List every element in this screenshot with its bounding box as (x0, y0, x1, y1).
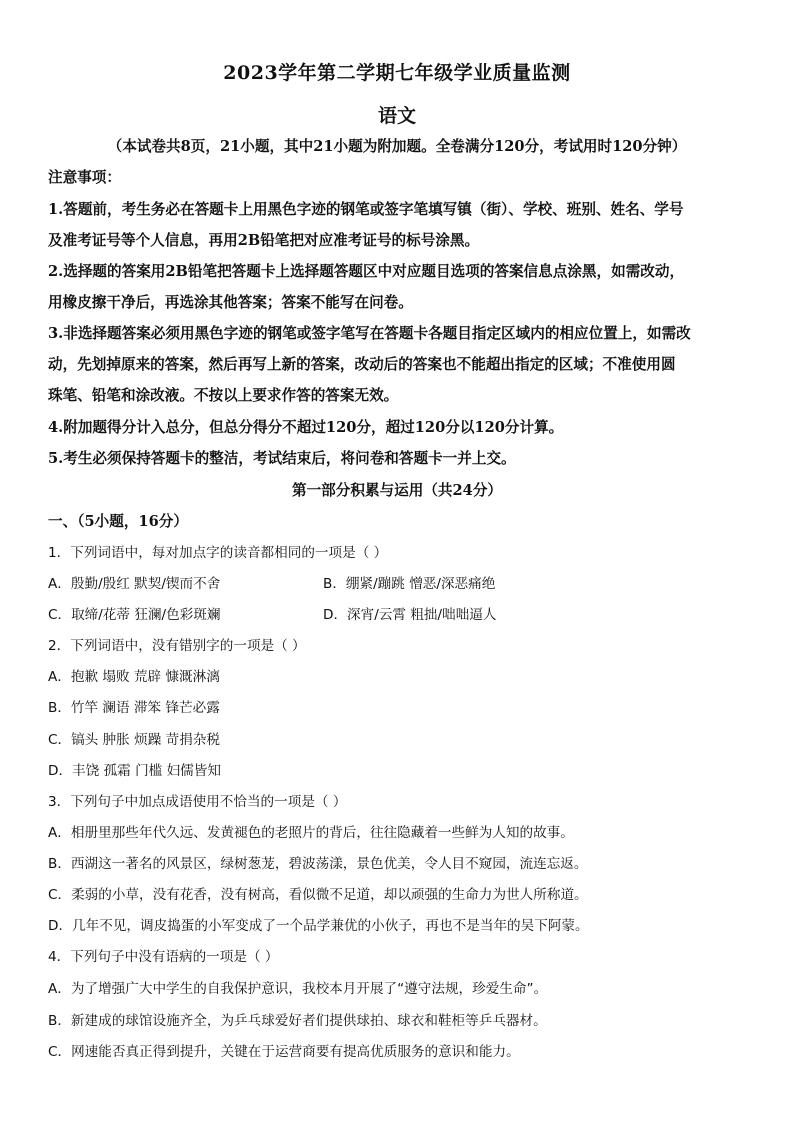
question-2-option-a: A．抱歉 塌败 荒辟 慷溉淋漓 (48, 669, 220, 685)
question-3-option-a: A．相册里那些年代久远、发黄褪色的老照片的背后，往往隐藏着一些鲜为人知的故事。 (48, 825, 574, 841)
question-1-option-c: C．取缔/花蒂 狂澜/色彩斑斓 (48, 607, 221, 623)
note-line: 1.答题前，考生务必在答题卡上用黑色字迹的钢笔或签字笔填写镇（街）、学校、班别、姓名、学号 (48, 201, 684, 218)
note-line: 及准考证号等个人信息，再用2B铅笔把对应准考证号的标号涂黑。 (48, 232, 480, 249)
question-3-option-c: C．柔弱的小草，没有花香，没有树高，看似微不足道，却以顽强的生命力为世人所称道。 (48, 887, 588, 903)
note-line: 3.非选择题答案必须用黑色字迹的钢笔或签字笔写在答题卡各题目指定区域内的相应位置上，如需改 (48, 325, 691, 342)
question-1-option-a: A．殷勤/殷红 默契/锲而不舍 (48, 576, 221, 592)
question-2-option-b: B．竹竿 澜语 滞笨 锋芒必露 (48, 700, 220, 716)
question-4-stem: 4．下列句子中没有语病的一项是（ ） (48, 949, 279, 965)
note-line: 用橡皮擦干净后，再选涂其他答案；答案不能写在问卷。 (48, 294, 413, 311)
question-4-option-a: A．为了增强广大中学生的自我保护意识，我校本月开展了“遵守法规，珍爱生命”。 (48, 981, 548, 997)
note-line: 珠笔、铅笔和涂改液。不按以上要求作答的答案无效。 (48, 387, 399, 404)
question-1-option-d: D．深宵/云霄 粗拙/咄咄逼人 (323, 607, 497, 623)
section-title: 第一部分积累与运用（共24分） (291, 482, 503, 499)
question-1-stem: 1．下列词语中，每对加点字的读音都相同的一项是（ ） (48, 545, 388, 561)
note-line: 2.选择题的答案用2B铅笔把答题卡上选择题答题区中对应题目选项的答案信息点涂黑，如需改动， (48, 263, 685, 280)
question-1-options-row-2 (48, 605, 748, 625)
note-line: 4.附加题得分计入总分，但总分得分不超过120分，超过120分以120分计算。 (48, 419, 564, 436)
question-3-option-d: D．几年不见，调皮捣蛋的小军变成了一个品学兼优的小伙子，再也不是当年的吴下阿蒙。 (48, 918, 589, 934)
question-1-options-row-1 (48, 574, 748, 594)
exam-info: （本试卷共8页，21小题，其中21小题为附加题。全卷满分120分，考试用时120分钟） (107, 138, 687, 155)
notes-heading: 注意事项： (48, 169, 121, 186)
part-heading: 一、（5小题，16分） (48, 513, 188, 530)
question-3-option-b: B．西湖这一著名的风景区，绿树葱茏，碧波荡漾，景色优美，令人目不窥园，流连忘返。 (48, 856, 588, 872)
question-4-option-c: C．网速能否真正得到提升，关键在于运营商要有提高优质服务的意识和能力。 (48, 1044, 520, 1060)
question-3-stem: 3．下列句子中加点成语使用不恰当的一项是（ ） (48, 794, 347, 810)
question-2-option-c: C．镐头 肿胀 烦躁 苛捐杂税 (48, 732, 220, 748)
note-line: 动，先划掉原来的答案，然后再写上新的答案，改动后的答案也不能超出指定的区域；不准使用圆 (48, 356, 676, 373)
question-1-option-b: B．绷紧/蹦跳 憎恶/深恶痛绝 (323, 576, 496, 592)
question-2-stem: 2．下列词语中，没有错别字的一项是（ ） (48, 638, 306, 654)
question-2-option-d: D．丰饶 孤霜 门槛 妇儒皆知 (48, 763, 221, 779)
exam-subject: 语文 (377, 105, 416, 127)
exam-title: 2023学年第二学期七年级学业质量监测 (223, 62, 571, 84)
question-4-option-b: B．新建成的球馆设施齐全，为乒乓球爱好者们提供球拍、球衣和鞋柜等乒乓器材。 (48, 1013, 547, 1029)
note-line: 5.考生必须保持答题卡的整洁，考试结束后，将问卷和答题卡一并上交。 (48, 450, 516, 467)
